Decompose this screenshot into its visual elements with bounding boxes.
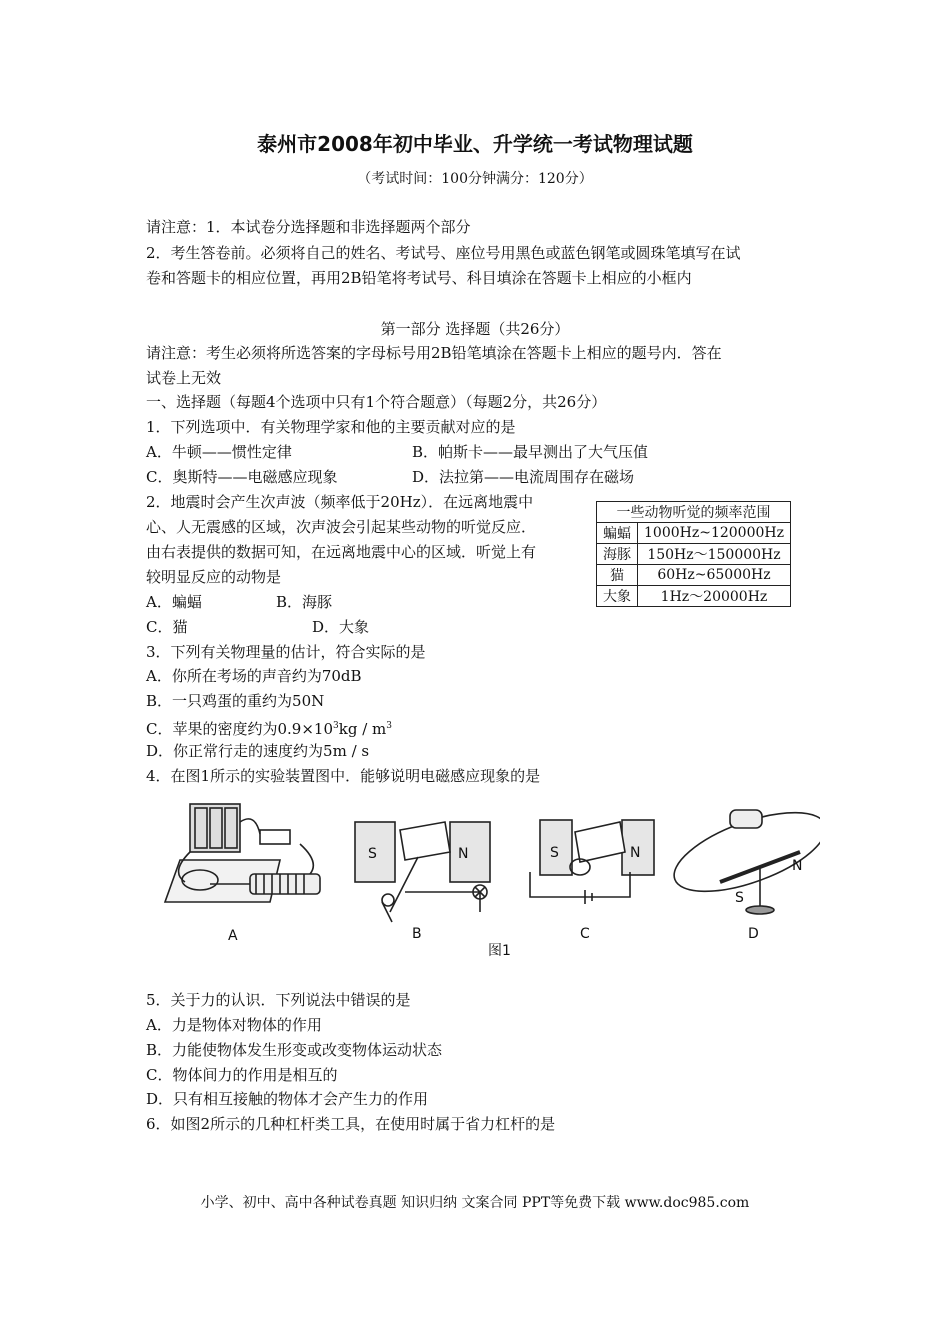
table-cell-animal: 猫 [597, 565, 638, 586]
figure-1-apparatus [160, 792, 820, 967]
pole-label-n: N [630, 845, 641, 861]
notice-line-1: 请注意：1．本试卷分选择题和非选择题两个部分 [146, 218, 471, 236]
exam-time-info: （考试时间：100分钟满分：120分） [357, 171, 593, 187]
q2-option-b: B．海豚 [276, 593, 333, 611]
q3-option-a: A．你所在考场的声音约为70dB [146, 667, 362, 685]
hearing-frequency-table [596, 501, 791, 607]
q2-stem-line-3: 由右表提供的数据可知，在远离地震中心的区域．听觉上有 [146, 543, 537, 561]
figure-caption: 图1 [488, 943, 511, 959]
pole-label-n: N [792, 858, 803, 874]
table-caption: 一些动物听觉的频率范围 [597, 502, 791, 523]
table-row [597, 586, 791, 607]
part1-heading: 第一部分 选择题（共26分） [380, 320, 570, 338]
q4-stem: 4．在图1所示的实验装置图中．能够说明电磁感应现象的是 [146, 767, 541, 785]
pole-label-s: S [368, 846, 377, 862]
q2-stem-line-2: 心、人无震感的区域，次声波会引起某些动物的听觉反应． [146, 518, 537, 536]
page-footer: 小学、初中、高中各种试卷真题 知识归纳 文案合同 PPT等免费下载 www.doc985.com [200, 1195, 750, 1211]
exponent: 3 [333, 721, 339, 731]
table-cell-range: 150Hz～150000Hz [638, 544, 791, 565]
figure-label-d: D [748, 926, 759, 942]
apparatus-a-illustration [165, 804, 320, 902]
figure-label-a: A [228, 928, 238, 944]
q6-stem: 6．如图2所示的几种杠杆类工具，在使用时属于省力杠杆的是 [146, 1115, 556, 1133]
table-row [597, 565, 791, 586]
table-cell-range: 1000Hz~120000Hz [638, 523, 791, 544]
q1-option-c: C．奥斯特——电磁感应现象 [146, 468, 338, 486]
notice-line-3: 卷和答题卡的相应位置，再用2B铅笔将考试号、科目填涂在答题卡上相应的小框内 [146, 269, 692, 287]
q5-option-b: B．力能使物体发生形变或改变物体运动状态 [146, 1041, 443, 1059]
q2-option-a: A．蝙蝠 [146, 593, 202, 611]
q2-option-d: D．大象 [312, 618, 370, 636]
unit-text: kg / m [338, 720, 387, 738]
table-cell-range: 60Hz~65000Hz [638, 565, 791, 586]
q2-stem-line-4: 较明显反应的动物是 [146, 568, 282, 586]
table-cell-animal: 大象 [597, 586, 638, 607]
q3-option-b: B．一只鸡蛋的重约为50N [146, 692, 325, 710]
table-cell-range: 1Hz～20000Hz [638, 586, 791, 607]
q5-option-a: A．力是物体对物体的作用 [146, 1016, 322, 1034]
q3-option-d: D．你正常行走的速度约为5m / s [146, 742, 370, 760]
q5-stem: 5．关于力的认识．下列说法中错误的是 [146, 991, 411, 1009]
exponent: 3 [386, 721, 392, 731]
q2-option-c: C．猫 [146, 618, 188, 636]
notice-line-2: 2．考生答卷前。必须将自己的姓名、考试号、座位号用黑色或蓝色钢笔或圆珠笔填写在试 [146, 244, 741, 262]
table-cell-animal: 海豚 [597, 544, 638, 565]
section-heading: 一、选择题（每题4个选项中只有1个符合题意）（每题2分，共26分） [146, 393, 607, 411]
pole-label-s: S [735, 890, 744, 906]
q3-option-c-text: C．苹果的密度约为0.9×10 [146, 720, 333, 738]
table-cell-animal: 蝙蝠 [597, 523, 638, 544]
part1-note-2: 试卷上无效 [146, 369, 222, 387]
figure-label-b: B [412, 926, 422, 942]
pole-label-n: N [458, 846, 469, 862]
apparatus-c-illustration [530, 820, 654, 904]
pole-label-s: S [550, 845, 559, 861]
q5-option-d: D．只有相互接触的物体才会产生力的作用 [146, 1090, 429, 1108]
apparatus-b-illustration [355, 822, 490, 922]
q1-option-a: A．牛顿——惯性定律 [146, 443, 292, 461]
q2-stem-line-1: 2．地震时会产生次声波（频率低于20Hz）．在远离地震中 [146, 493, 534, 511]
table-row [597, 544, 791, 565]
q3-stem: 3．下列有关物理量的估计，符合实际的是 [146, 643, 426, 661]
q1-stem: 1．下列选项中．有关物理学家和他的主要贡献对应的是 [146, 418, 516, 436]
page-title: 泰州市2008年初中毕业、升学统一考试物理试题 [257, 132, 693, 156]
figure-label-c: C [580, 926, 590, 942]
part1-note-1: 请注意：考生必须将所选答案的字母标号用2B铅笔填涂在答题卡上相应的题号内．答在 [146, 344, 722, 362]
table-row [597, 523, 791, 544]
q1-option-d: D．法拉第——电流周围存在磁场 [412, 468, 635, 486]
q1-option-b: B．帕斯卡——最早测出了大气压值 [412, 443, 649, 461]
q5-option-c: C．物体间力的作用是相互的 [146, 1066, 338, 1084]
q3-option-c [146, 716, 392, 739]
